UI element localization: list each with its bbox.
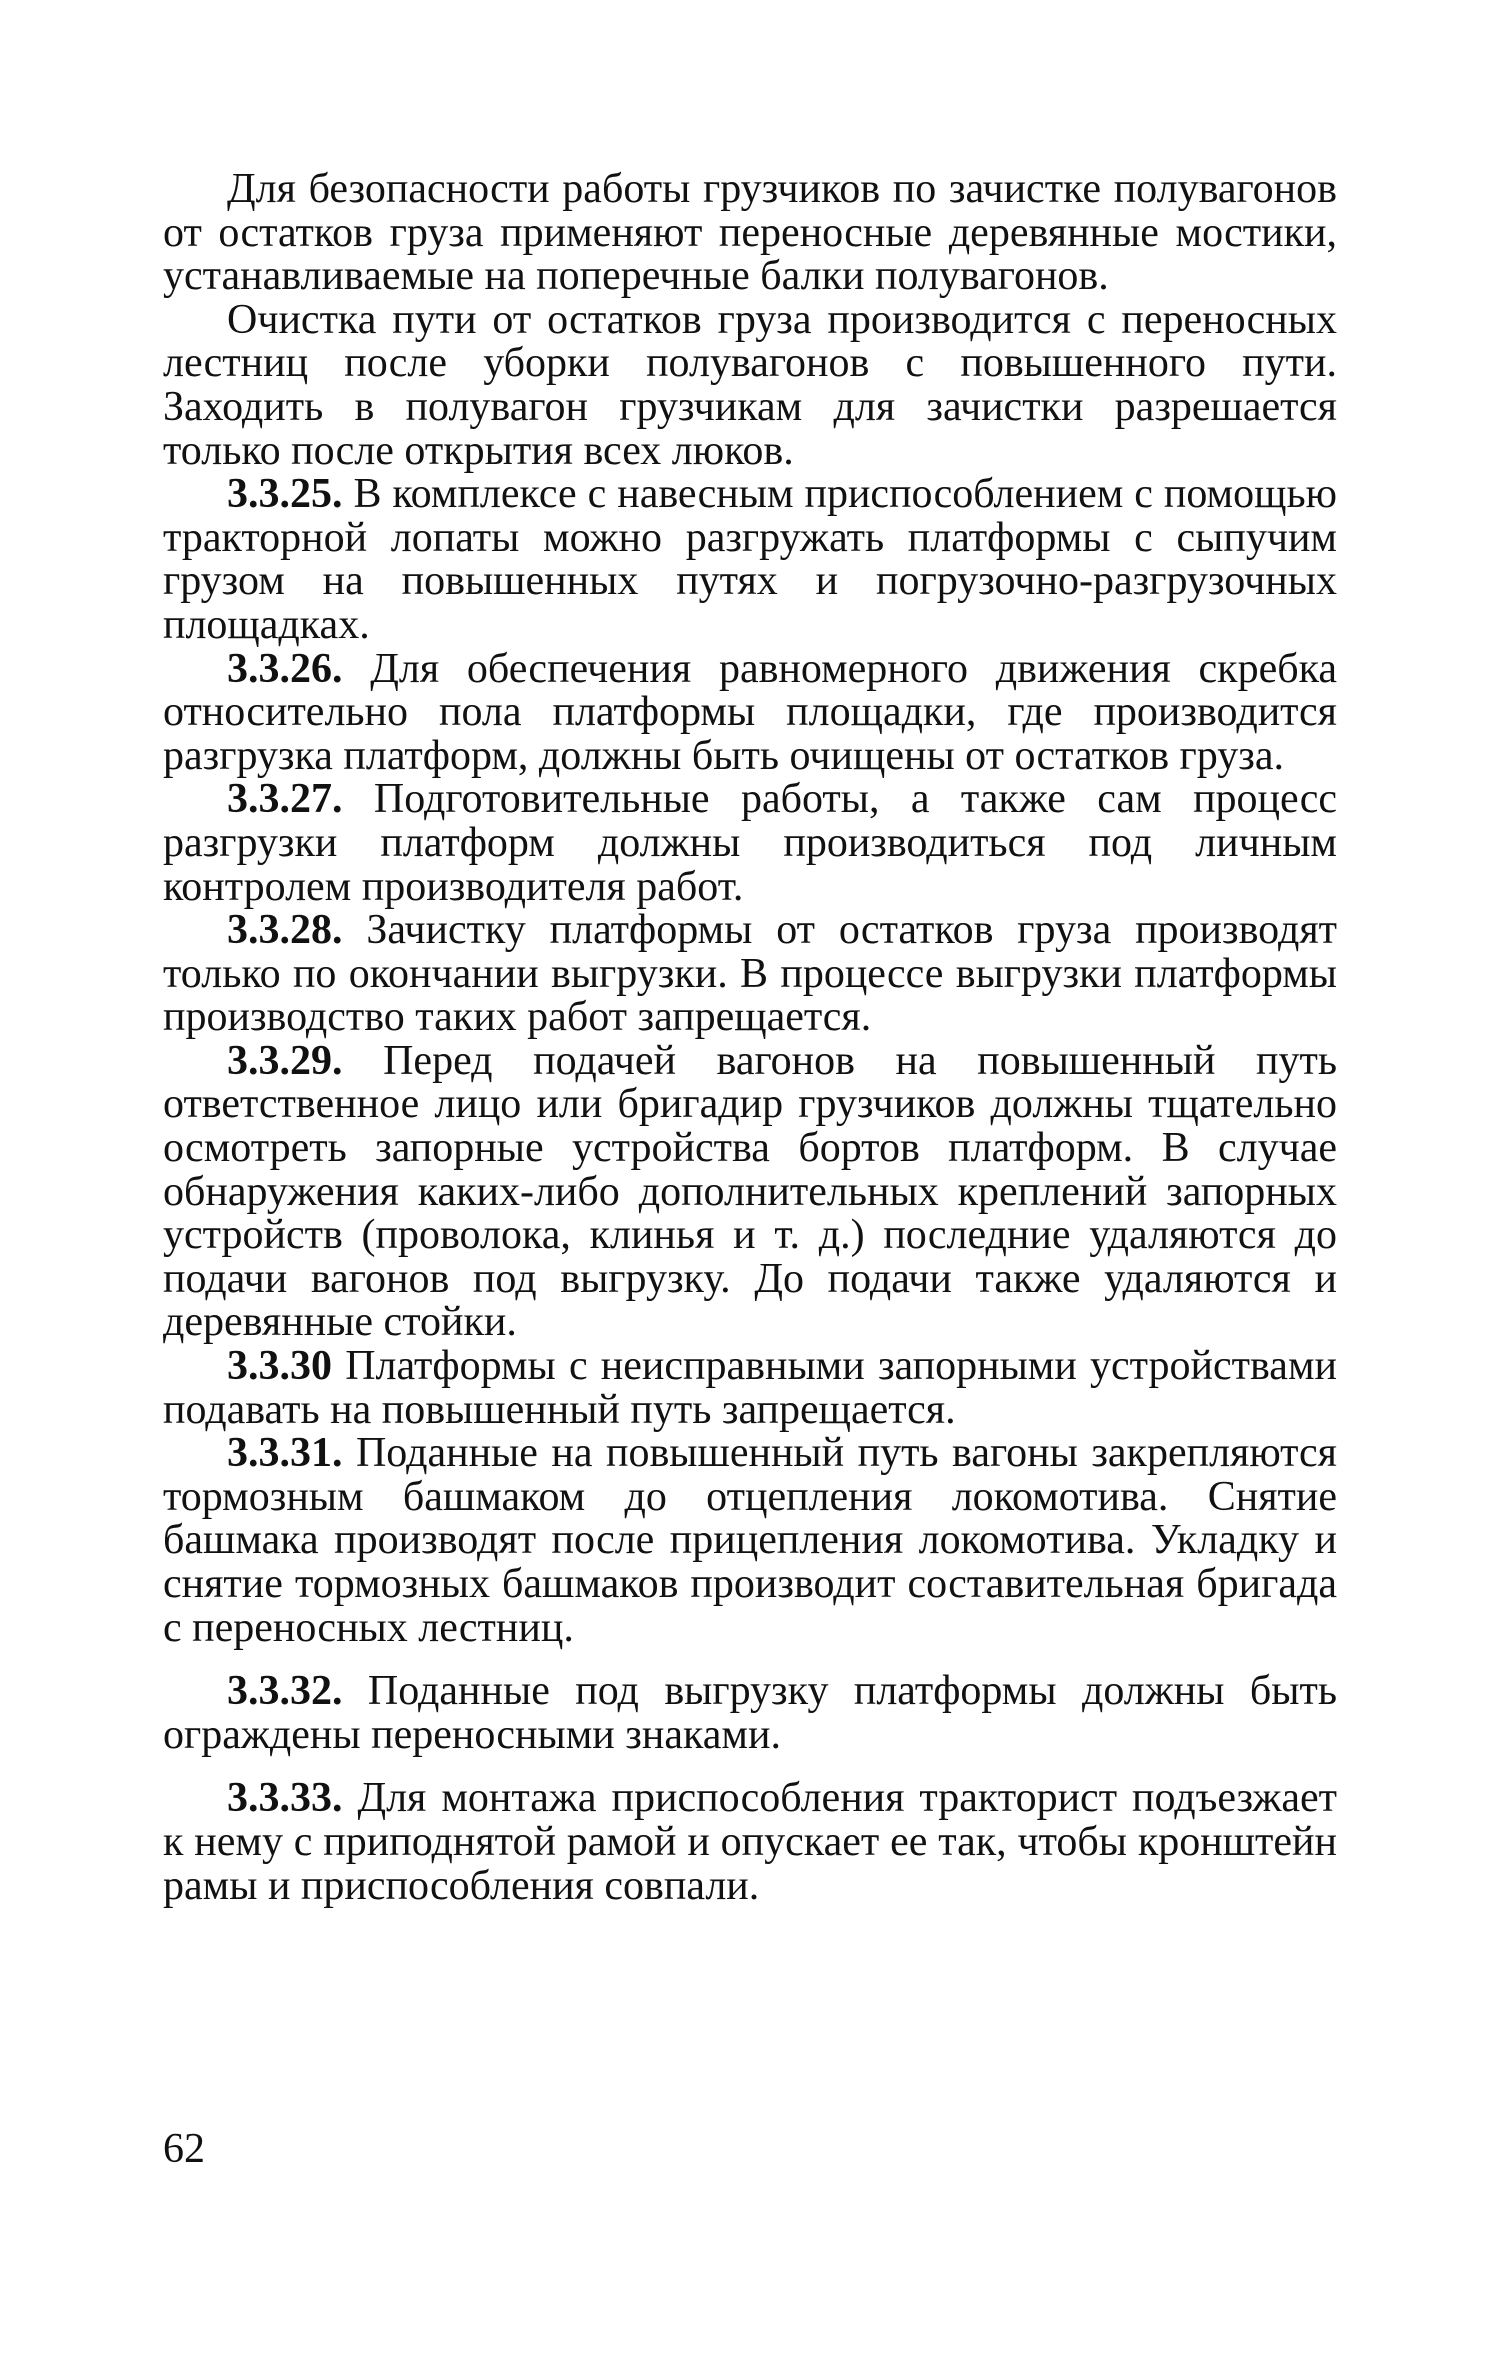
paragraph-3-3-30: [163, 1345, 1337, 1432]
paragraph-3-3-31: [163, 1432, 1337, 1650]
clause-number: 3.3.26.: [227, 645, 343, 692]
clause-number: 3.3.27.: [227, 776, 343, 823]
paragraph-text: Для монтажа приспособления тракторист подъезжает к нему с приподнятой рамой и опускает ее так, чтобы кронштейн рамы и приспособления совпали.: [163, 1775, 1337, 1909]
clause-number: 3.3.33.: [227, 1775, 343, 1822]
paragraph-text: Очистка пути от остатков груза производится с переносных лестниц после уборки полувагонов с повышенного пути. Заходить в полувагон грузчикам для зачистки разрешается только после открытия всех люков.: [163, 296, 1337, 474]
paragraph-text: Для безопасности работы грузчиков по зачистке полувагонов от остатков груза применяют переносные деревянные мостики, устанавливаемые на поперечные балки полувагонов.: [163, 166, 1337, 300]
clause-number: 3.3.25.: [227, 471, 343, 518]
paragraph-3-3-32: [163, 1670, 1337, 1757]
paragraph-cleaning: [163, 296, 1337, 474]
page-number: 62: [163, 2126, 205, 2172]
clause-number: 3.3.28.: [227, 907, 343, 954]
paragraph-text: Подготовительные работы, а также сам процесс разгрузки платформ должны производиться под личным контролем производителя работ.: [163, 776, 1337, 910]
paragraph-text: Поданные под выгрузку платформы должны быть ограждены переносными знаками.: [163, 1668, 1337, 1758]
clause-number: 3.3.29.: [227, 1037, 343, 1084]
paragraph-text: Для обеспечения равномерного движения скребка относительно пола платформы площадки, где производится разгрузка платформ, должны быть очищены от остатков груза.: [163, 645, 1337, 779]
paragraph-text: Поданные на повышенный путь вагоны закрепляются тормозным башмаком до отцепления локомотива. Снятие башмака производят после прицепления локомотива. Укладку и снятие тормозных башмаков производит составительная бригада с переносных лестниц.: [163, 1430, 1337, 1651]
paragraph-3-3-29: [163, 1037, 1337, 1346]
text-column: [163, 168, 1337, 1908]
paragraph-3-3-27: [163, 778, 1337, 909]
paragraph-3-3-25: [163, 473, 1337, 647]
paragraph-text: Перед подачей вагонов на повышенный путь ответственное лицо или бригадир грузчиков должны тщательно осмотреть запорные устройства бортов платформ. В случае обнаружения каких-либо дополнительных креплений запорных устройств (проволока, клинья и т. д.) последние удаляются до подачи вагонов под выгрузку. До подачи также удаляются и деревянные стойки.: [163, 1037, 1337, 1346]
paragraph-text: Зачистку платформы от остатков груза производят только по окончании выгрузки. В процессе выгрузки платформы производство таких работ запрещается.: [163, 907, 1337, 1041]
clause-number: 3.3.32.: [227, 1668, 343, 1715]
paragraph-text: В комплексе с навесным приспособлением с помощью тракторной лопаты можно разгружать платформы с сыпучим грузом на повышенных путях и погрузочно-разгрузочных площадках.: [163, 471, 1337, 648]
paragraph-3-3-26: [163, 645, 1337, 779]
paragraph-text: Платформы с неисправными запорными устройствами подавать на повышенный путь запрещается.: [163, 1343, 1337, 1433]
paragraph-3-3-28: [163, 909, 1337, 1040]
paragraph-3-3-33: [163, 1777, 1337, 1908]
clause-number: 3.3.31.: [227, 1430, 343, 1477]
clause-number: 3.3.30: [227, 1343, 332, 1390]
paragraph-intro: [163, 168, 1337, 299]
